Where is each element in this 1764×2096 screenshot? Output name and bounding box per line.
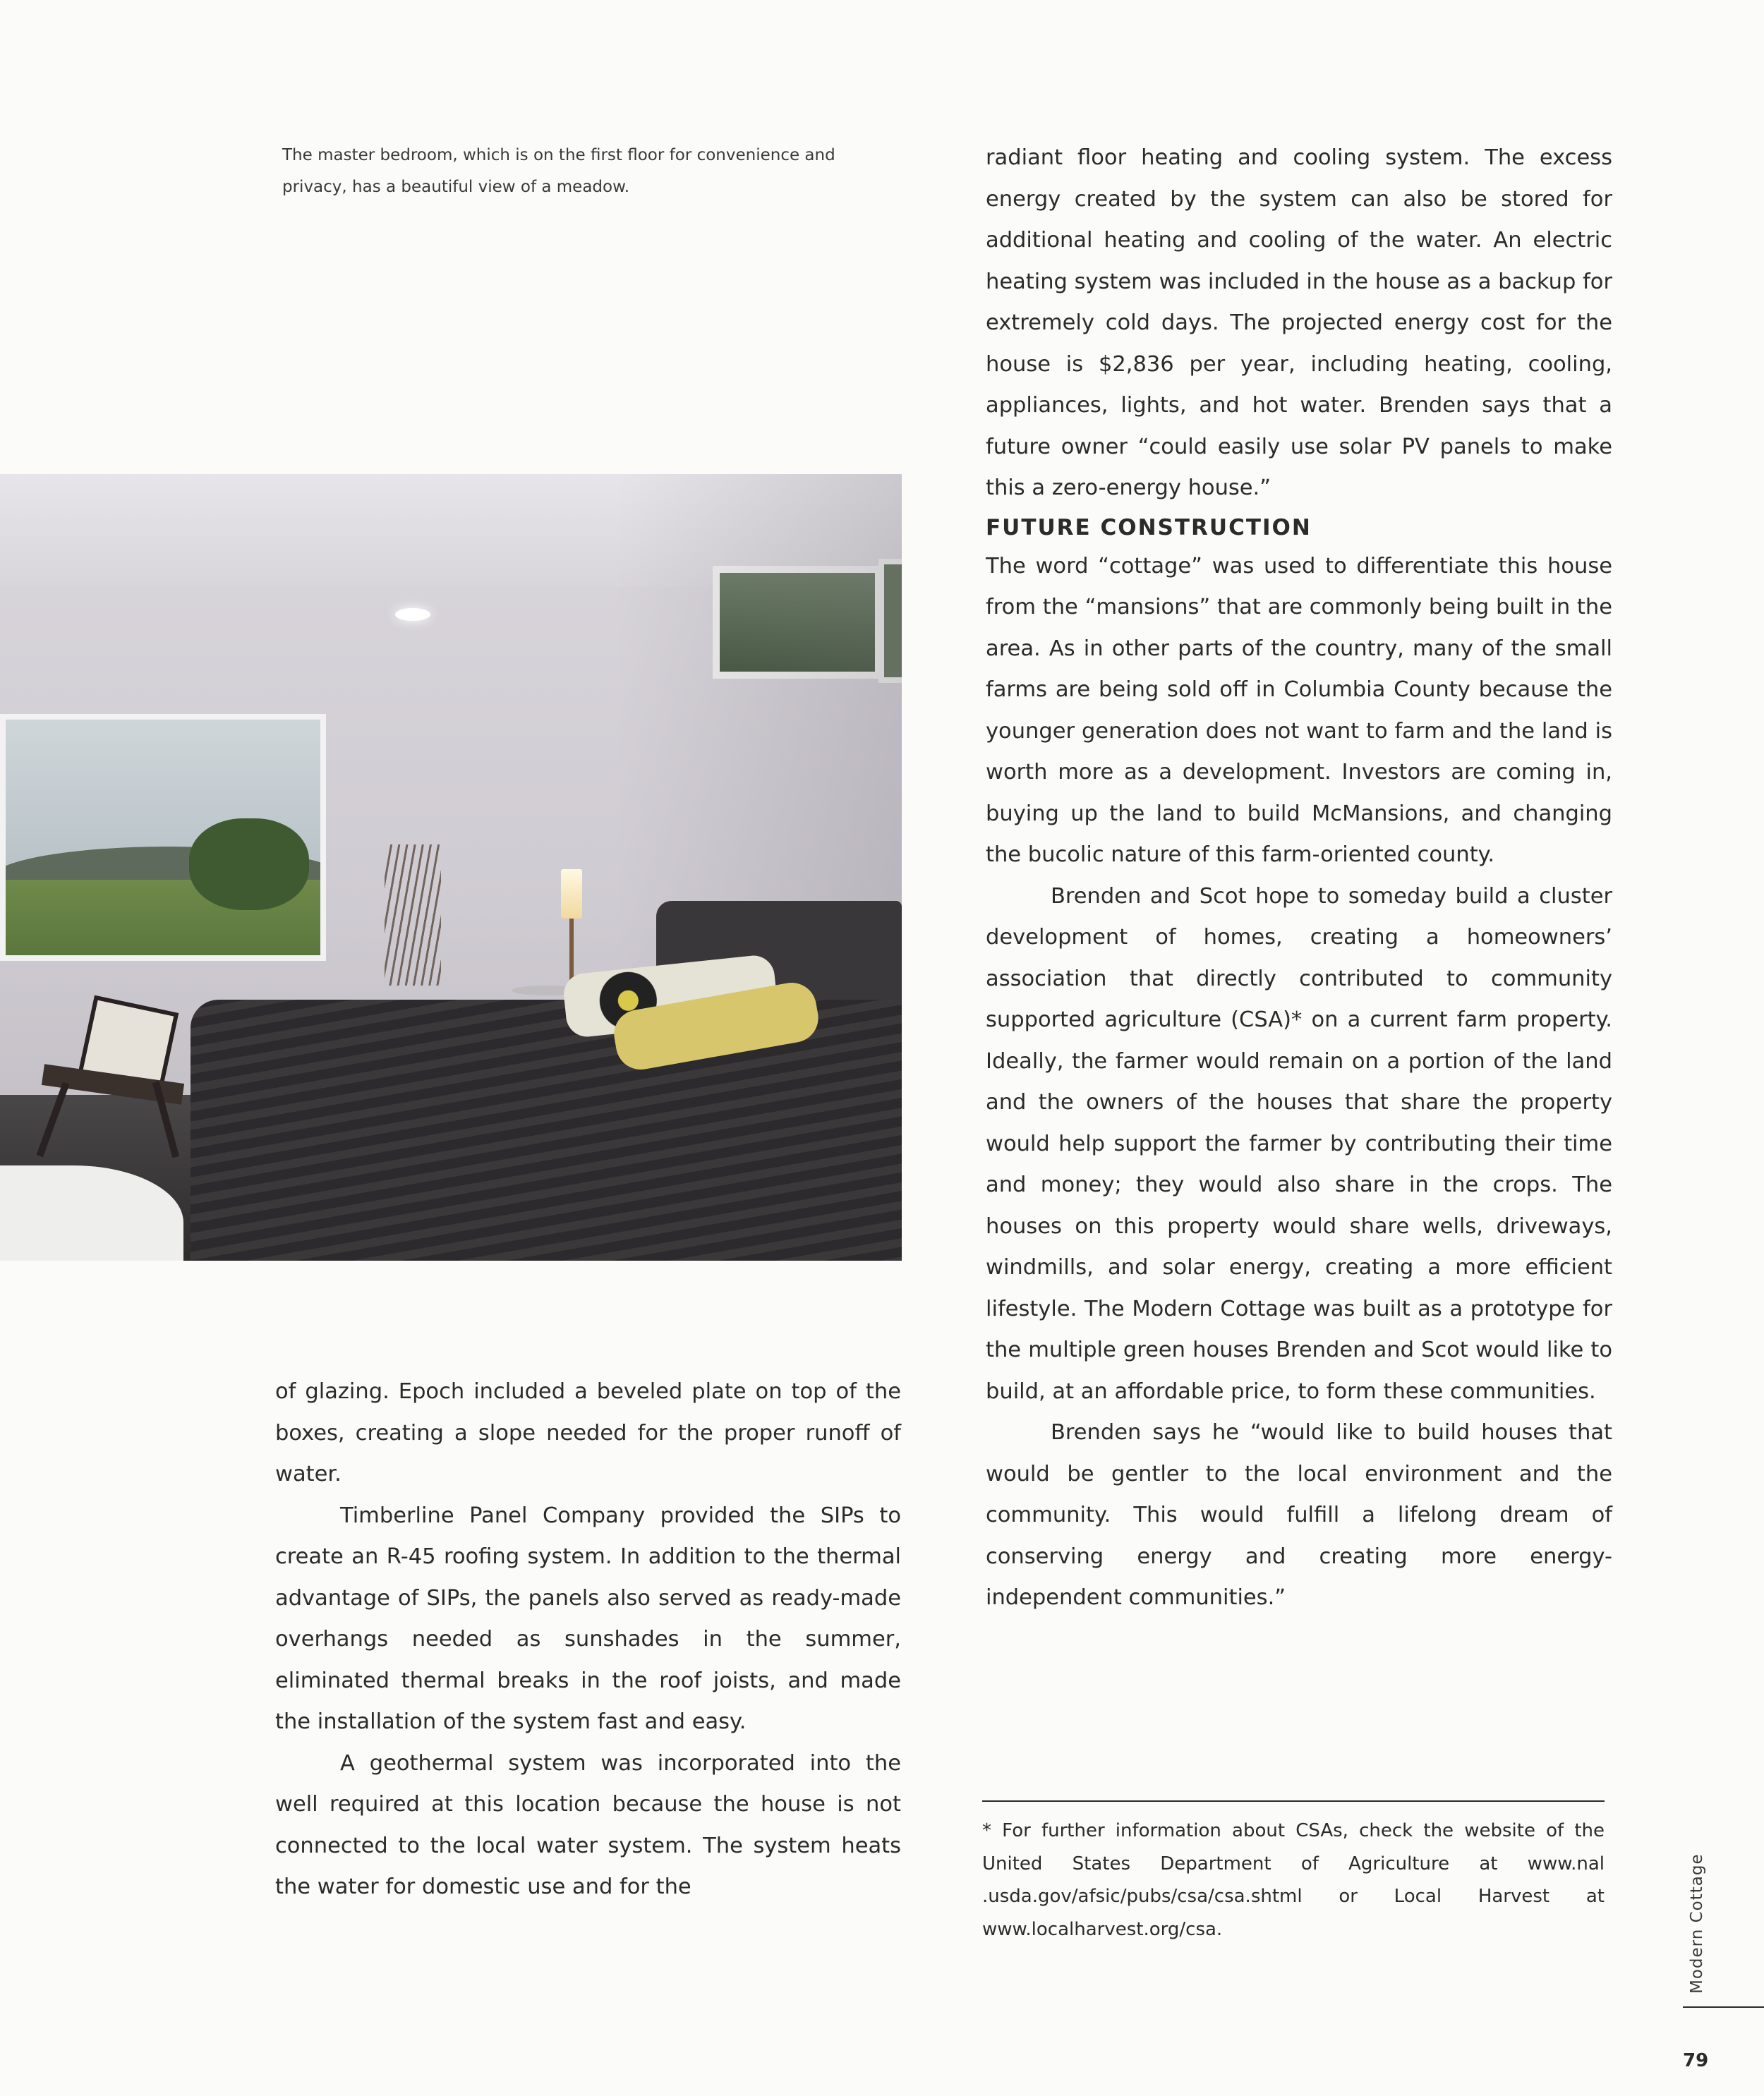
meadow-window — [0, 714, 326, 961]
footnote: * For further information about CSAs, check the website of the United States Department of Agriculture at www.nal .usda.gov/afsic/pubs/csa/csa.shtml or Local Harvest at www.localharvest.org/csa. — [982, 1820, 1605, 1940]
footnote-rule — [982, 1800, 1605, 1802]
right-paragraph-3: Brenden and Scot hope to someday build a cluster development of homes, creating a homeowners’ association that directly contributed to community supported agriculture (CSA)* on a current farm property. Ideally, the farmer would remain on a portion of the land and the owners of the houses that share the property would help support the farmer by contributing their time and money; they would also share in the crops. The houses on this property would share wells, driveways, windmills, and solar energy, creating a more efficient lifestyle. The Modern Cottage was built as a prototype for the multiple green houses Brenden and Scot would like to build, at an affordable price, to form these communities. — [986, 883, 1612, 1404]
twig-vase — [385, 844, 441, 986]
left-paragraph-3: A geothermal system was incorporated into the well required at this location because the house is not connected to the local water system. The system heats the water for domestic use and for the — [275, 1750, 901, 1899]
section-heading: FUTURE CONSTRUCTION — [986, 514, 1312, 540]
left-column — [275, 1371, 901, 1908]
running-head: Modern Cottage — [1688, 1853, 1706, 1994]
right-paragraph-1: radiant floor heating and cooling system. The excess energy created by the system can also be stored for additional heating and cooling of the water. An electric heating system was included in the house as a backup for extremely cold days. The projected energy cost for the house is $2,836 per year, including heating, cooling, appliances, lights, and hot water. Brenden says that a future owner “could easily use solar PV panels to make this a zero-energy house.” — [986, 145, 1612, 500]
lounge-chair — [28, 1003, 191, 1144]
left-paragraph-2: Timberline Panel Company provided the SIPs to create an R-45 roofing system. In addition to the thermal advantage of SIPs, the panels also served as ready-made overhangs needed as sunshades in the summer, eliminated thermal breaks in the roof joists, and made the installation of the system fast and easy. — [275, 1503, 901, 1734]
folio-rule — [1683, 2006, 1764, 2008]
right-paragraph-2: The word “cottage” was used to differentiate this house from the “mansions” that are commonly being built in the area. As in other parts of the country, many of the small farms are being sold off in Columbia County because the younger generation does not want to farm and the land is worth more as a development. Investors are coming in, buying up the land to build McMansions, and changing the bucolic nature of this farm-oriented county. — [986, 553, 1612, 867]
photo-caption: The master bedroom, which is on the first floor for convenience and privacy, has a beautiful view of a meadow. — [282, 146, 835, 196]
right-paragraph-4: Brenden says he “would like to build houses that would be gentler to the local environment and the community. This would fulfill a lifelong dream of conserving energy and creating more energy-independent communities.” — [986, 1420, 1612, 1610]
left-paragraph-1: of glazing. Epoch included a beveled plate on top of the boxes, creating a slope needed for the proper runoff of water. — [275, 1379, 901, 1486]
page-number: 79 — [1683, 2050, 1709, 2071]
right-column — [986, 138, 1612, 1619]
ceiling-light — [395, 608, 430, 621]
bedroom-photo — [0, 474, 902, 1261]
